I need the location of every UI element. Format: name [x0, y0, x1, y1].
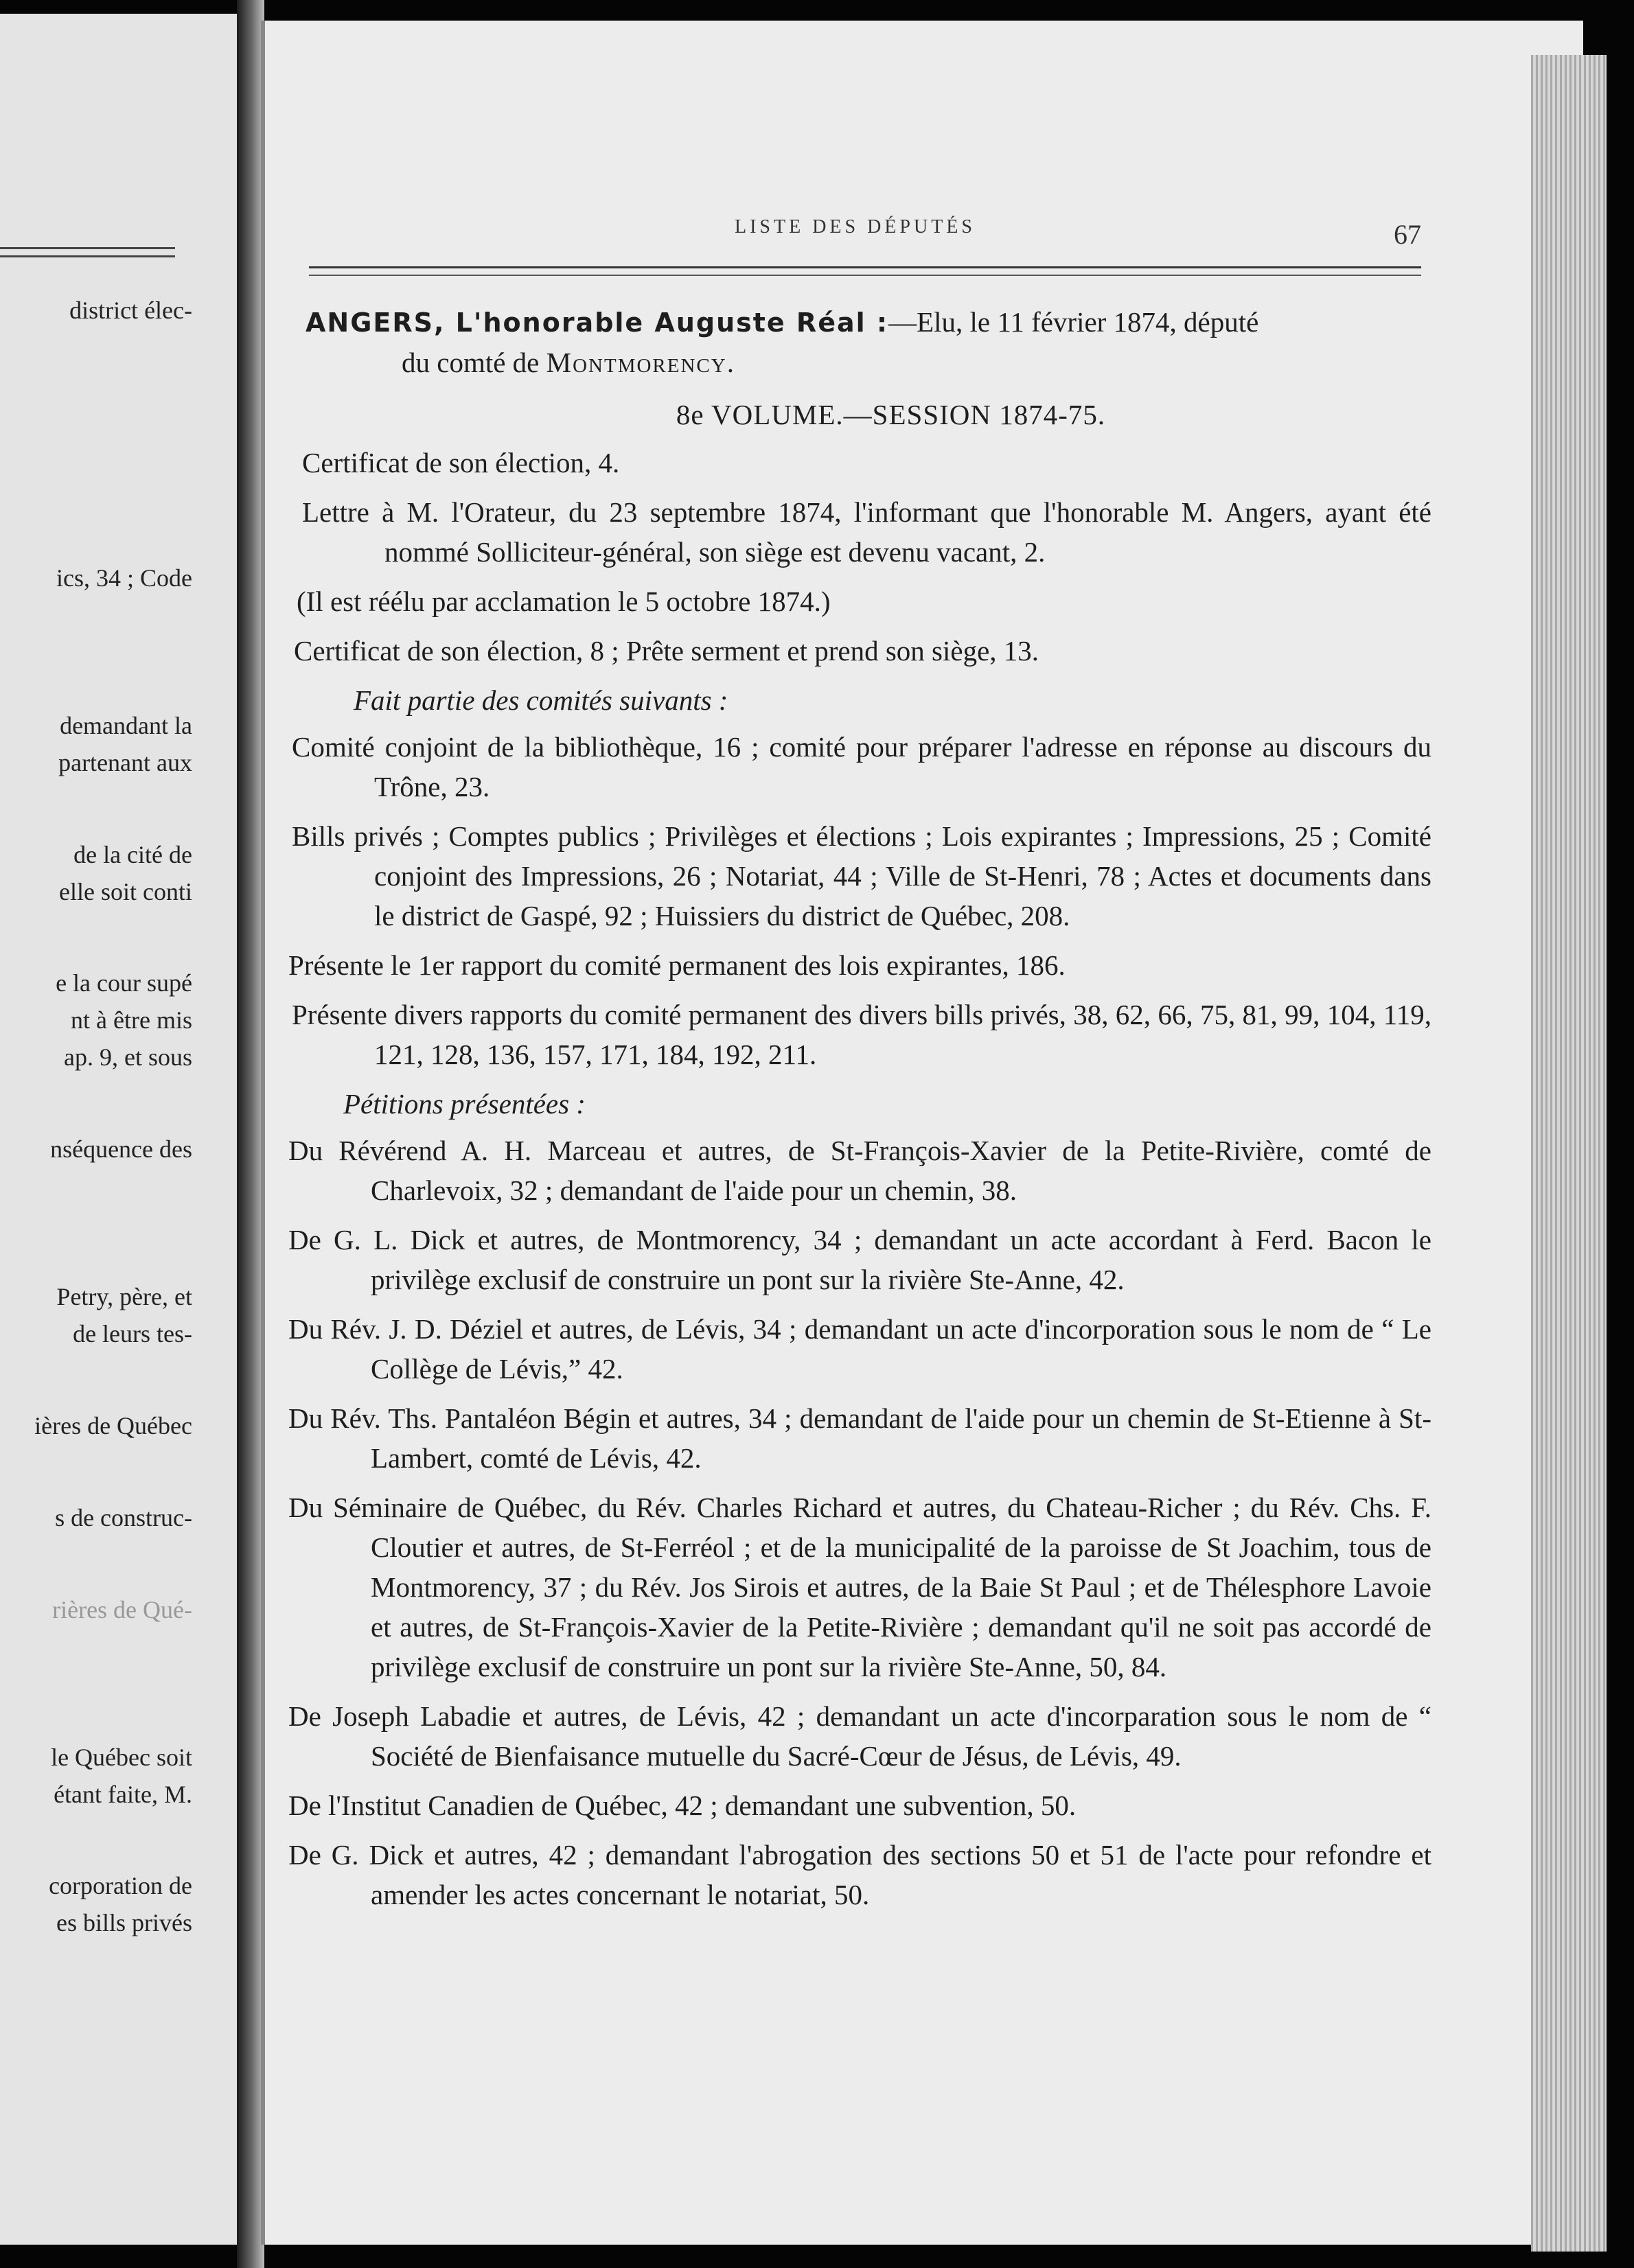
county-line	[306, 343, 1431, 382]
petitions-heading: Pétitions présentées :	[343, 1088, 586, 1120]
left-page-fragment: de leurs tes-	[73, 1320, 192, 1347]
record-paragraph: Lettre à M. l'Orateur, du 23 septembre 1874, l'informant que l'honorable M. Angers, ayant été nommé Solliciteur-général, son siège est devenu vacant, 2.	[302, 496, 1431, 568]
left-page-fragment: rières de Qué-	[52, 1596, 192, 1623]
entry-heading	[306, 302, 1431, 382]
left-page-fragment: partenant aux	[58, 749, 192, 776]
deputy-name: ANGERS, L'honorable Auguste Réal :	[306, 308, 889, 338]
left-page-fragment: nséquence des	[50, 1135, 192, 1163]
committee-entry: Présente le 1er rapport du comité permanent des lois expirantes, 186.	[288, 949, 1066, 981]
committees-heading: Fait partie des comités suivants :	[354, 684, 728, 716]
left-page-rule	[0, 247, 175, 249]
page-content	[288, 302, 1431, 1924]
record-paragraph: Certificat de son élection, 4.	[302, 447, 620, 478]
page-number: 67	[1394, 219, 1421, 250]
record-paragraph: (Il est réélu par acclamation le 5 octobre 1874.)	[297, 586, 831, 617]
left-page-rule	[0, 255, 175, 257]
left-page-fragment: de la cité de	[73, 841, 192, 868]
header-rule	[309, 266, 1421, 268]
volume-heading: 8e VOLUME.—SESSION 1874-75.	[676, 399, 1106, 430]
petition-entry: Du Révérend A. H. Marceau et autres, de St-François-Xavier de la Petite-Rivière, comté de Charlevoix, 32 ; demandant de l'aide pour un chemin, 38.	[288, 1135, 1431, 1206]
page-edge	[1531, 55, 1607, 2252]
committee-entry: Bills privés ; Comptes publics ; Privilèges et élections ; Lois expirantes ; Impressions, 25 ; Comité conjoint des Impressions, 26 ; Notariat, 44 ; Ville de St-Henri, 78 ; Actes et documents dans le district de Gaspé, 92 ; Huissiers du district de Québec, 208.	[292, 820, 1431, 931]
petition-entry: Du Séminaire de Québec, du Rév. Charles Richard et autres, du Chateau-Richer ; du Rév. Chs. F. Cloutier et autres, de St-Ferréol ; et de la municipalité de la paroisse de St Joachim, tous de Montmorency, 37 ; du Rév. Jos Sirois et autres, de la Baie St Paul ; et de Thélesphore Lavoie et autres, de St-François-Xavier de la Petite-Rivière ; demandant qu'il ne soit pas accordé de privilège exclusif de construire un pont sur la rivière Ste-Anne, 50, 84.	[288, 1492, 1431, 1682]
left-page-fragment: demandant la	[60, 712, 192, 739]
left-page-fragment: es bills privés	[56, 1909, 192, 1936]
running-head: LISTE DES DÉPUTÉS	[735, 216, 976, 238]
petition-entry: De Joseph Labadie et autres, de Lévis, 42 ; demandant un acte d'incorparation sous le nom de “ Société de Bienfaisance mutuelle du Sacré-Cœur de Jésus, de Lévis, 49.	[288, 1700, 1431, 1772]
petition-entry: De G. Dick et autres, 42 ; demandant l'abrogation des sections 50 et 51 de l'acte pour refondre et amender les actes concernant le notariat, 50.	[288, 1839, 1431, 1910]
left-page	[0, 14, 244, 2245]
record-paragraph: Certificat de son élection, 8 ; Prête serment et prend son siège, 13.	[294, 635, 1039, 667]
election-info: —Elu, le 11 février 1874, député	[888, 306, 1259, 338]
county-prefix: du comté de	[402, 347, 540, 378]
left-page-fragment: elle soit conti	[59, 878, 192, 905]
petition-entry: Du Rév. J. D. Déziel et autres, de Lévis, 34 ; demandant un acte d'incorporation sous le nom de “ Le Collège de Lévis,” 42.	[288, 1313, 1431, 1385]
left-page-fragment: nt à être mis	[71, 1006, 192, 1034]
left-page-fragment: district élec-	[69, 297, 192, 324]
petition-entry: De l'Institut Canadien de Québec, 42 ; demandant une subvention, 50.	[288, 1790, 1077, 1821]
left-page-fragment: étant faite, M.	[54, 1781, 192, 1808]
left-page-fragment: s de construc-	[55, 1504, 192, 1531]
petition-entry: Du Rév. Ths. Pantaléon Bégin et autres, 34 ; demandant de l'aide pour un chemin de St-Etienne à St-Lambert, comté de Lévis, 42.	[288, 1402, 1431, 1474]
left-page-fragment: Petry, père, et	[56, 1283, 192, 1310]
left-page-fragment: e la cour supé	[56, 969, 192, 997]
left-page-fragment: corporation de	[49, 1872, 192, 1899]
committee-entry: Présente divers rapports du comité permanent des divers bills privés, 38, 62, 66, 75, 81, 99, 104, 119, 121, 128, 136, 157, 171, 184, 192, 211.	[292, 999, 1431, 1070]
left-page-fragment: ières de Québec	[34, 1412, 192, 1439]
book-gutter	[237, 0, 264, 2268]
petition-entry: De G. L. Dick et autres, de Montmorency, 34 ; demandant un acte accordant à Ferd. Bacon le privilège exclusif de construire un pont sur la rivière Ste-Anne, 42.	[288, 1224, 1431, 1295]
committee-entry: Comité conjoint de la bibliothèque, 16 ; comité pour préparer l'adresse en réponse au discours du Trône, 23.	[292, 731, 1431, 802]
county-name: Montmorency.	[546, 347, 735, 378]
header-rule	[309, 275, 1421, 276]
left-page-fragment: ics, 34 ; Code	[56, 564, 192, 592]
left-page-fragment: le Québec soit	[51, 1744, 192, 1771]
left-page-fragment: ap. 9, et sous	[64, 1043, 192, 1071]
